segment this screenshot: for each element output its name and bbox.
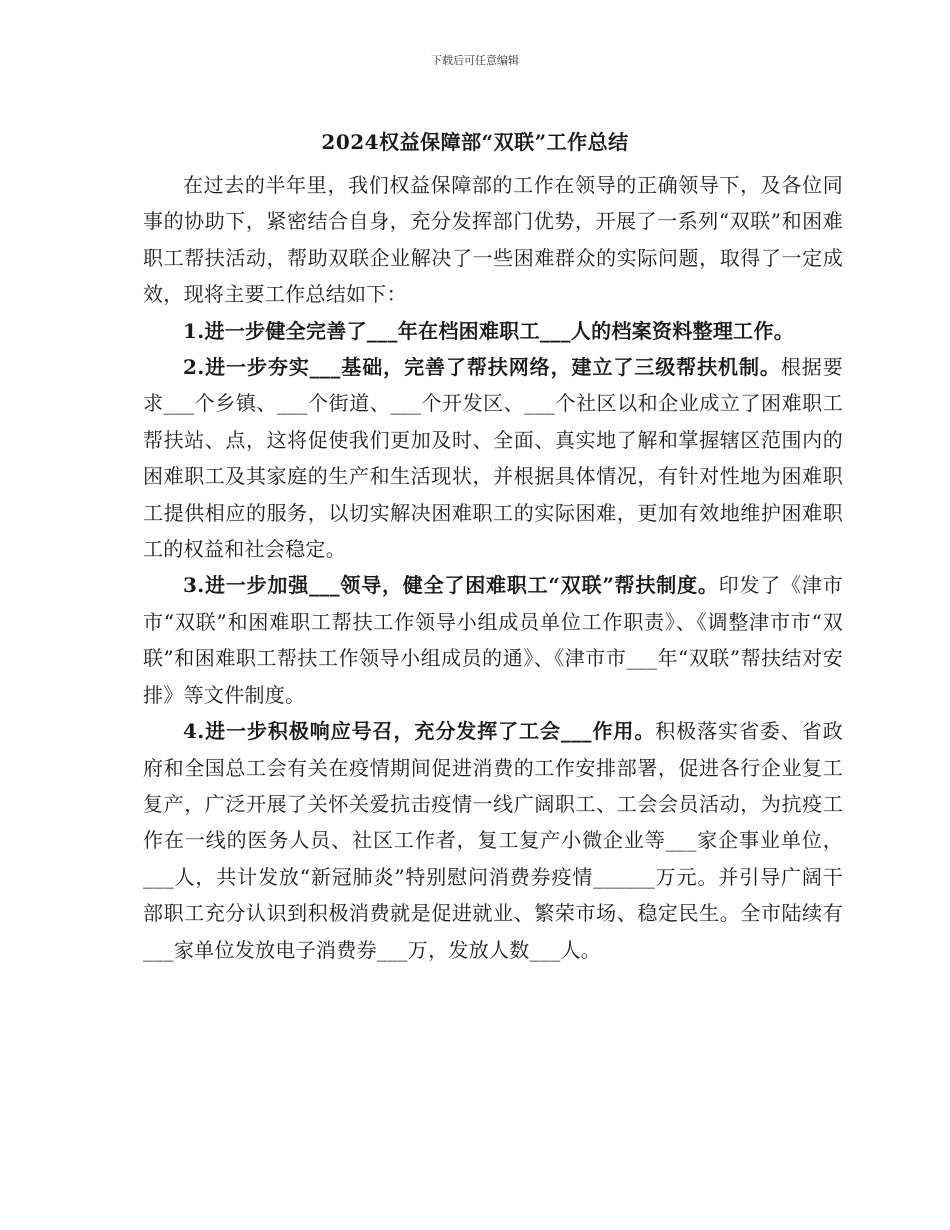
item-text-2: 根据要求___个乡镇、___个街道、___个开发区、___个社区以和企业成立了困难职工帮扶站、点，这将促使我们更加及时、全面、真实地了解和掌握辖区范围内的困难职工及其家庭的生产和生活现状，并根据具体情况，有针对性地为困难职工提供相应的服务，以切实解决困难职工的实际困难，更加有效地维护困难职工的权益和社会稳定。 (143, 355, 843, 562)
intro-paragraph: 在过去的半年里，我们权益保障部的工作在领导的正确领导下，及各位同事的协助下，紧密结合自身，充分发挥部门优势，开展了一系列“双联”和困难职工帮扶活动，帮助双联企业解决了一些困难群众的实际问题，取得了一定成效，现将主要工作总结如下： (143, 173, 843, 307)
header-note: 下载后可任意编辑 (431, 54, 519, 67)
item-paragraph-3 (143, 567, 843, 713)
document-title: 2024权益保障部“双联”工作总结 (321, 130, 629, 154)
item-paragraph-2 (143, 349, 843, 567)
item-text-3: 印发了《津市市“双联”和困难职工帮扶工作领导小组成员单位工作职责》、《调整津市市“双联”和困难职工帮扶工作领导小组成员的通》、《津市市___年“双联”帮扶结对安排》等文件制度。 (143, 573, 843, 707)
item-heading-3: 3.进一步加强___领导，健全了困难职工“双联”帮扶制度。 (183, 573, 719, 598)
item-heading-4: 4.进一步积极响应号召，充分发挥了工会___作用。 (183, 719, 656, 744)
item-heading-2: 2.进一步夯实___基础，完善了帮扶网络，建立了三级帮扶机制。 (183, 355, 781, 380)
document-body (143, 167, 843, 968)
item-text-4: 积极落实省委、省政府和全国总工会有关在疫情期间促进消费的工作安排部署，促进各行企业复工复产，广泛开展了关怀关爱抗击疫情一线广阔职工、工会会员活动，为抗疫工作在一线的医务人员、社区工作者，复工复产小微企业等___家企事业单位，___人，共计发放“新冠肺炎”特别慰问消费券疫情______万元。并引导广阔干部职工充分认识到积极消费就是促进就业、繁荣市场、稳定民生。全市陆续有___家单位发放电子消费券___万，发放人数___人。 (143, 719, 843, 962)
item-paragraph-1 (143, 313, 843, 349)
item-paragraph-4 (143, 713, 843, 968)
item-heading-1: 1.进一步健全完善了___年在档困难职工___人的档案资料整理工作。 (183, 318, 795, 343)
